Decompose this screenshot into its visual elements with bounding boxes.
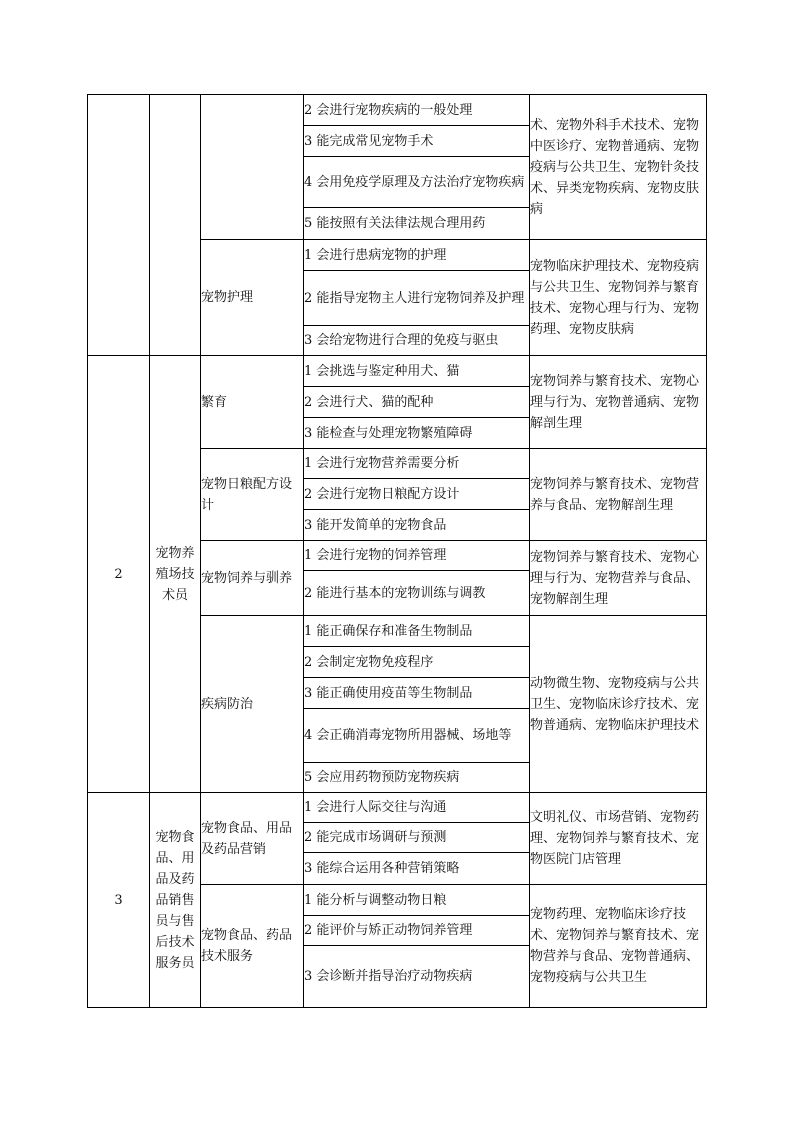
work-content: 宠物日粮配方设计 bbox=[201, 449, 304, 541]
skill-item: 4 会正确消毒宠物所用器械、场地等 bbox=[304, 709, 530, 763]
skill-item: 2 能完成市场调研与预测 bbox=[304, 823, 530, 853]
skill-item: 5 能按照有关法律法规合理用药 bbox=[304, 208, 530, 240]
row-number bbox=[88, 95, 150, 356]
row-number: 2 bbox=[88, 356, 150, 793]
row-number: 3 bbox=[88, 793, 150, 1008]
work-content bbox=[201, 95, 304, 240]
related-courses: 宠物临床护理技术、宠物疫病与公共卫生、宠物饲养与繁育技术、宠物心理与行为、宠物药理、宠物皮肤病 bbox=[530, 240, 707, 356]
skill-item: 3 能完成常见宠物手术 bbox=[304, 126, 530, 157]
skill-item: 2 会进行犬、猫的配种 bbox=[304, 387, 530, 418]
skill-item: 1 会进行患病宠物的护理 bbox=[304, 240, 530, 271]
skill-item: 1 能正确保存和准备生物制品 bbox=[304, 616, 530, 647]
work-content: 疾病防治 bbox=[201, 616, 304, 793]
related-courses: 宠物药理、宠物临床诊疗技术、宠物饲养与繁育技术、宠物营养与食品、宠物普通病、宠物疫病与公共卫生 bbox=[530, 885, 707, 1008]
skill-item: 1 会进行宠物营养需要分析 bbox=[304, 449, 530, 479]
skill-item: 4 会用免疫学原理及方法治疗宠物疾病 bbox=[304, 157, 530, 208]
skill-item: 3 会给宠物进行合理的免疫与驱虫 bbox=[304, 326, 530, 356]
skill-item: 3 能综合运用各种营销策略 bbox=[304, 853, 530, 885]
skill-item: 3 能检查与处理宠物繁殖障碍 bbox=[304, 418, 530, 449]
skill-item: 3 能正确使用疫苗等生物制品 bbox=[304, 678, 530, 709]
related-courses: 文明礼仪、市场营销、宠物药理、宠物饲养与繁育技术、宠物医院门店管理 bbox=[530, 793, 707, 885]
training-content-table bbox=[87, 94, 707, 1008]
related-courses: 动物微生物、宠物疫病与公共卫生、宠物临床诊疗技术、宠物普通病、宠物临床护理技术 bbox=[530, 616, 707, 793]
skill-item: 2 会进行宠物日粮配方设计 bbox=[304, 479, 530, 510]
related-courses: 术、宠物外科手术技术、宠物中医诊疗、宠物普通病、宠物疫病与公共卫生、宠物针灸技术、异类宠物疾病、宠物皮肤病 bbox=[530, 95, 707, 240]
table-row bbox=[88, 793, 707, 823]
related-courses: 宠物饲养与繁育技术、宠物心理与行为、宠物普通病、宠物解剖生理 bbox=[530, 356, 707, 449]
related-courses: 宠物饲养与繁育技术、宠物营养与食品、宠物解剖生理 bbox=[530, 449, 707, 541]
skill-item: 1 会进行人际交往与沟通 bbox=[304, 793, 530, 823]
skill-item: 1 能分析与调整动物日粮 bbox=[304, 885, 530, 916]
job-title bbox=[150, 95, 201, 356]
job-title: 宠物养殖场技术员 bbox=[150, 356, 201, 793]
work-content: 宠物饲养与驯养 bbox=[201, 541, 304, 616]
work-content: 宠物护理 bbox=[201, 240, 304, 356]
skill-item: 2 能评价与矫正动物饲养管理 bbox=[304, 916, 530, 946]
skill-item: 2 会制定宠物免疫程序 bbox=[304, 647, 530, 678]
related-courses: 宠物饲养与繁育技术、宠物心理与行为、宠物营养与食品、宠物解剖生理 bbox=[530, 541, 707, 616]
skill-item: 5 会应用药物预防宠物疾病 bbox=[304, 763, 530, 793]
work-content: 宠物食品、用品及药品营销 bbox=[201, 793, 304, 885]
table-row bbox=[88, 356, 707, 387]
skill-item: 2 会进行宠物疾病的一般处理 bbox=[304, 95, 530, 126]
skill-item: 2 能指导宠物主人进行宠物饲养及护理 bbox=[304, 271, 530, 326]
skill-item: 3 能开发简单的宠物食品 bbox=[304, 510, 530, 541]
work-content: 繁育 bbox=[201, 356, 304, 449]
table-row bbox=[88, 95, 707, 126]
skill-item: 2 能进行基本的宠物训练与调教 bbox=[304, 571, 530, 616]
work-content: 宠物食品、药品技术服务 bbox=[201, 885, 304, 1008]
skill-item: 1 会挑选与鉴定种用犬、猫 bbox=[304, 356, 530, 387]
job-title: 宠物食品、用品及药品销售员与售后技术服务员 bbox=[150, 793, 201, 1008]
skill-item: 1 会进行宠物的饲养管理 bbox=[304, 541, 530, 571]
skill-item: 3 会诊断并指导治疗动物疾病 bbox=[304, 946, 530, 1008]
